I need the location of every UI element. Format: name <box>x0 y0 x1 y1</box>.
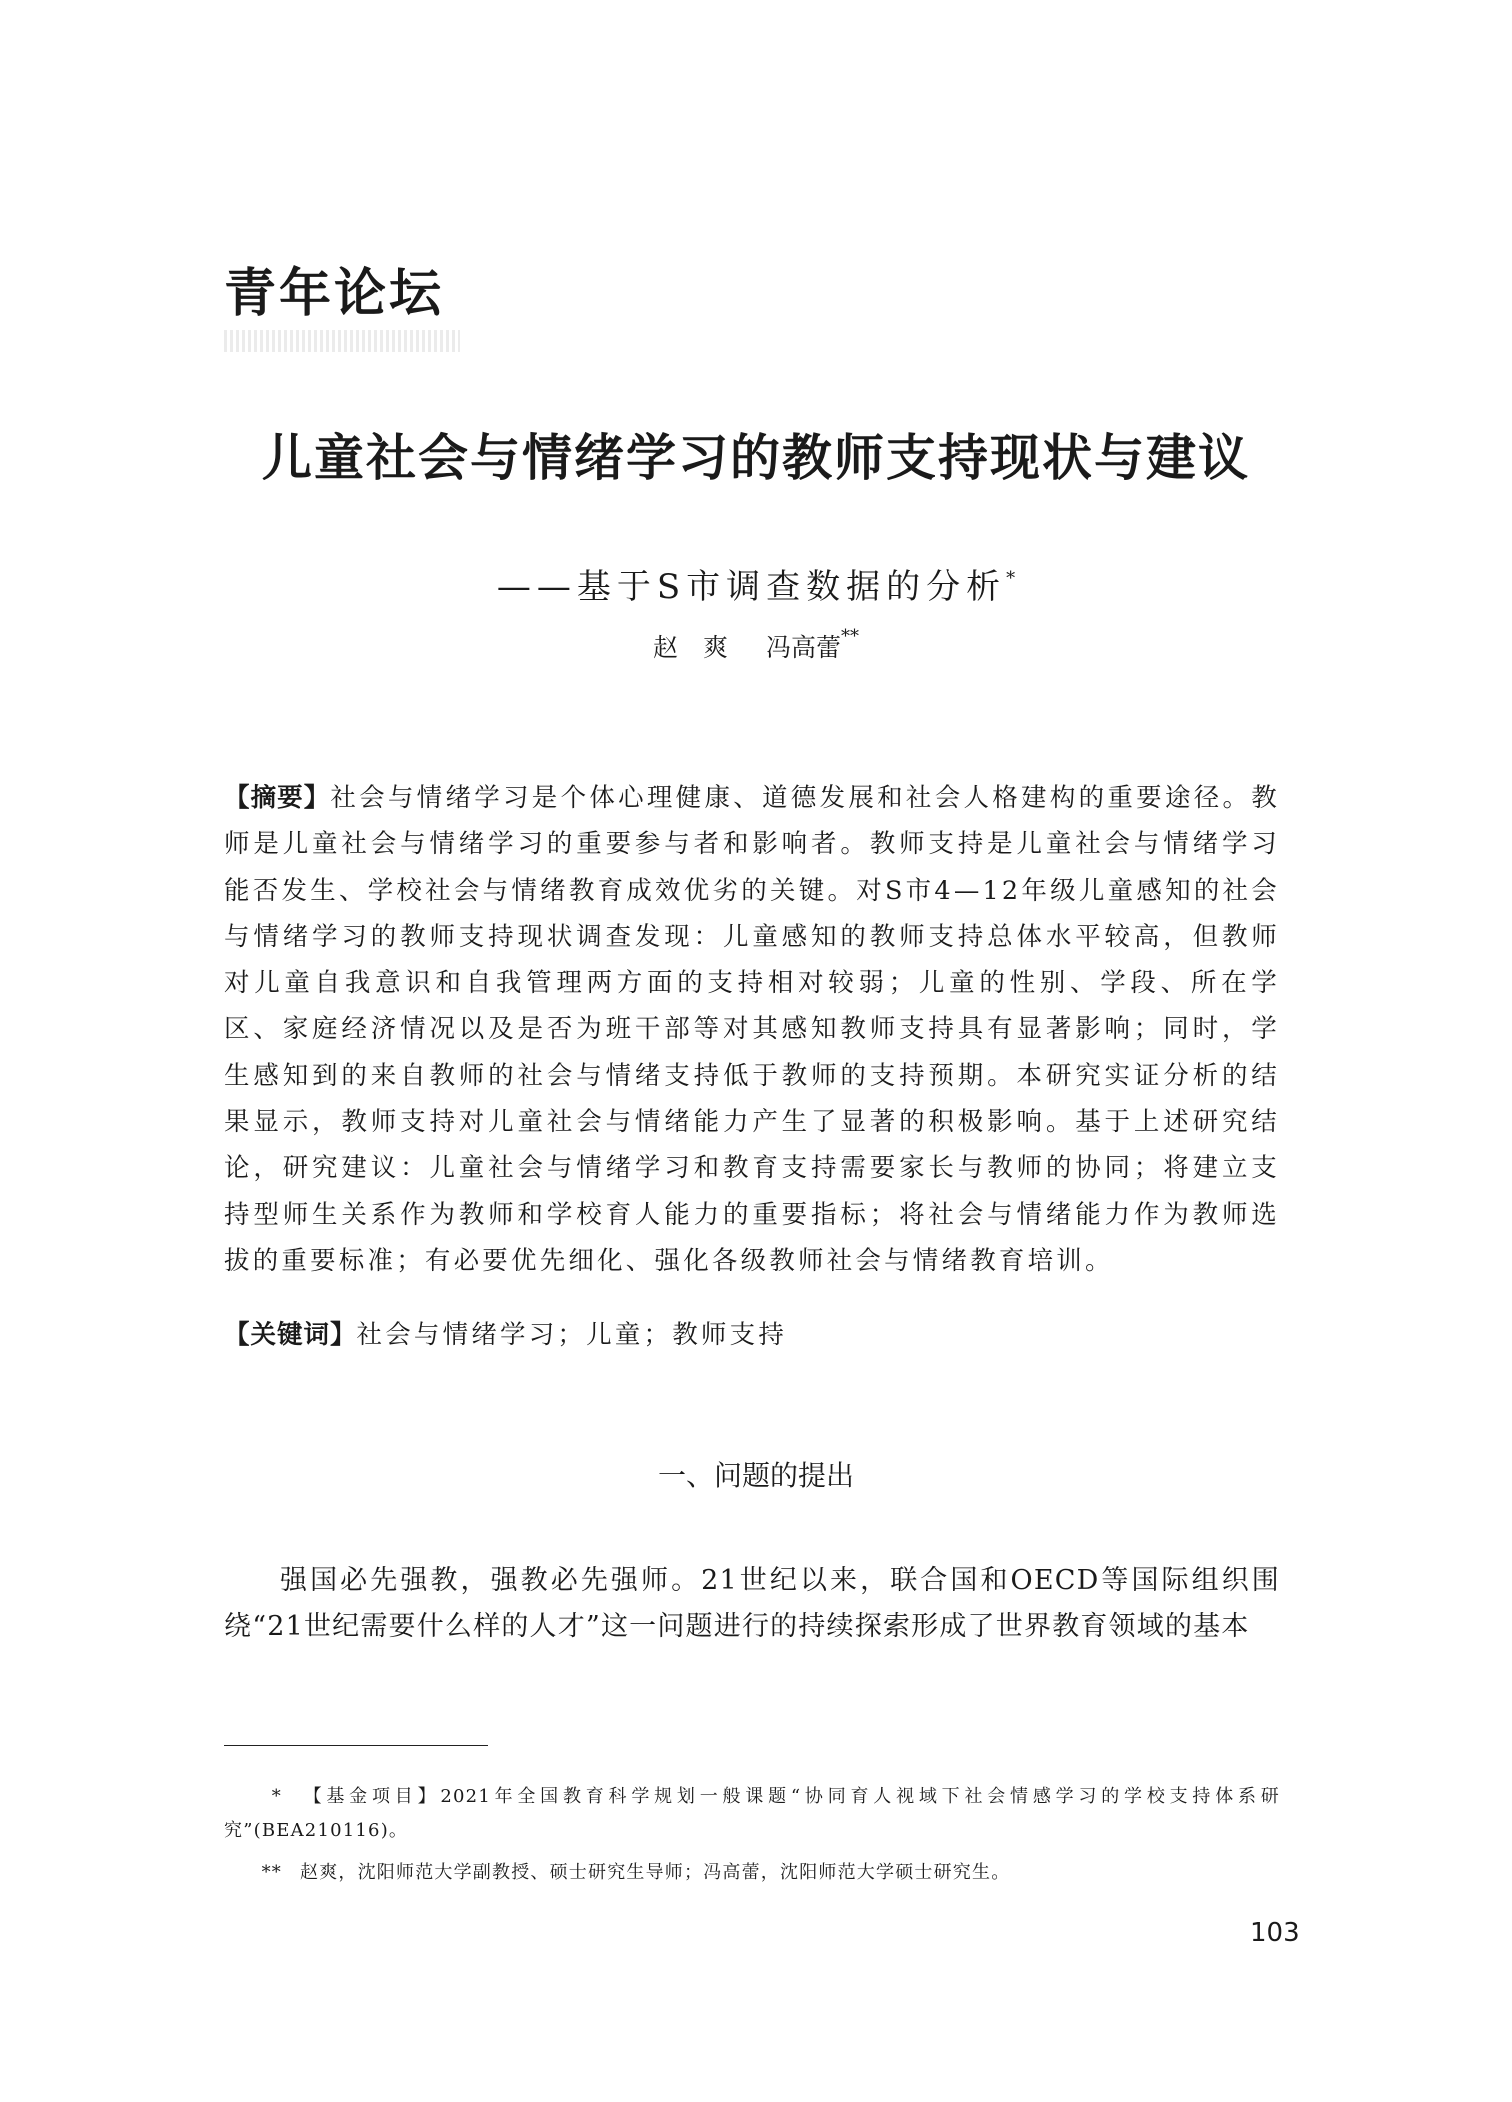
footnote-item <box>224 1780 1280 1848</box>
body-text <box>224 1558 1280 1650</box>
keywords-text: 社会与情绪学习；儿童；教师支持 <box>356 1320 788 1350</box>
abstract-label: 【摘要】 <box>224 783 331 813</box>
abstract <box>224 775 1280 1284</box>
author-1: 赵 爽 <box>652 633 728 662</box>
author-line <box>0 626 1512 663</box>
section-tag: 青年论坛 <box>224 264 445 324</box>
author-footnote-mark: ** <box>841 626 860 647</box>
author-2: 冯高蕾 <box>766 633 842 662</box>
keywords <box>224 1312 1280 1358</box>
footnote-text: 赵爽，沈阳师范大学副教授、硕士研究生导师；冯高蕾，沈阳师范大学硕士研究生。 <box>300 1862 1011 1883</box>
page-number: 103 <box>1250 1918 1300 1948</box>
footnote-text: 【基金项目】2021年全国教育科学规划一般课题“协同育人视域下社会情感学习的学校支持体系研究”(BEA210116)。 <box>224 1786 1280 1841</box>
footnote-divider <box>224 1745 488 1746</box>
footnote-mark: ** <box>261 1862 282 1883</box>
paper-subtitle <box>0 567 1512 608</box>
section-tag-underlay <box>224 330 460 352</box>
subtitle-text: ——基于S市调查数据的分析 <box>496 567 1007 607</box>
subtitle-footnote-mark: * <box>1006 568 1016 589</box>
body-paragraph: 强国必先强教，强教必先强师。21世纪以来，联合国和OECD等国际组织围绕“21世纪需要什么样的人才”这一问题进行的持续探索形成了世界教育领域的基本 <box>224 1565 1280 1642</box>
paper-title: 儿童社会与情绪学习的教师支持现状与建议 <box>262 428 1250 487</box>
footnote-item <box>224 1856 1280 1890</box>
keywords-label: 【关键词】 <box>224 1320 357 1350</box>
footnote-mark: * <box>271 1786 282 1807</box>
section-heading: 一、问题的提出 <box>657 1459 854 1492</box>
abstract-text: 社会与情绪学习是个体心理健康、道德发展和社会人格建构的重要途径。教师是儿童社会与情绪学习的重要参与者和影响者。教师支持是儿童社会与情绪学习能否发生、学校社会与情绪教育成效优劣的关键。对S市4—12年级儿童感知的社会与情绪学习的教师支持现状调查发现：儿童感知的教师支持总体水平较高，但教师对儿童自我意识和自我管理两方面的支持相对较弱；儿童的性别、学段、所在学区、家庭经济情况以及是否为班干部等对其感知教师支持具有显著影响；同时，学生感知到的来自教师的社会与情绪支持低于教师的支持预期。本研究实证分析的结果显示，教师支持对儿童社会与情绪能力产生了显著的积极影响。基于上述研究结论，研究建议：儿童社会与情绪学习和教育支持需要家长与教师的协同；将建立支持型师生关系作为教师和学校育人能力的重要指标；将社会与情绪能力作为教师选拔的重要标准；有必要优先细化、强化各级教师社会与情绪教育培训。 <box>224 783 1280 1276</box>
footnotes <box>224 1780 1280 1898</box>
